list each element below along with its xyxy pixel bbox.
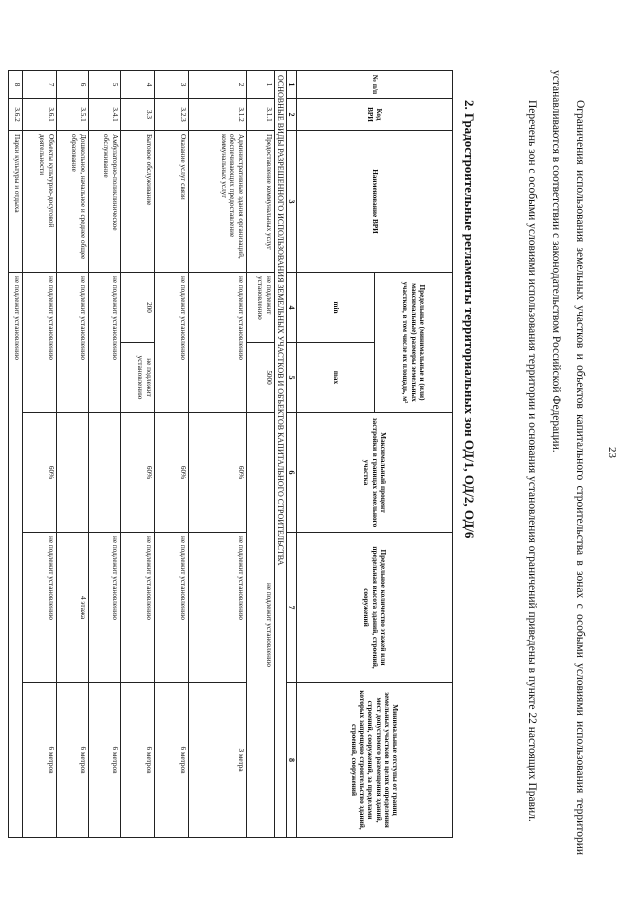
row-setback: 6 метров bbox=[88, 683, 120, 838]
header-name: Наименование ВРИ bbox=[297, 131, 453, 273]
row-code: 3.5.1 bbox=[56, 99, 88, 131]
header-percent: Максимальный процент застройки в границах земельного участка bbox=[297, 413, 453, 533]
header-floors: Предельное количество этажей или предельная высота зданий, строений, сооружений bbox=[297, 533, 453, 683]
row-name: Парки культуры и отдыха bbox=[8, 131, 22, 273]
row-min: 200 bbox=[120, 273, 154, 343]
header-plot-size: Предельные (минимальные и (или) максимальные) размеры земельных участков, в том числе их площадь, м² bbox=[375, 273, 453, 413]
row-code: 3.4.1 bbox=[88, 99, 120, 131]
section-title-row: ОСНОВНЫЕ ВИДЫ РАЗРЕШЕННОГО ИСПОЛЬЗОВАНИЯ ЗЕМЕЛЬНЫХ УЧАСТКОВ И ОБЪЕКТОВ КАПИТАЛЬНОГО СТРОИТЕЛЬСТВА bbox=[274, 71, 286, 838]
row-percent-empty bbox=[56, 413, 88, 533]
row-code: 3.3 bbox=[120, 99, 154, 131]
row-floors: не подлежит установлению bbox=[22, 533, 56, 683]
row-name: Дошкольное, начальное и среднее общее образование bbox=[56, 131, 88, 273]
row-setback: 6 метров bbox=[120, 683, 154, 838]
row-setback: 6 метров bbox=[56, 683, 88, 838]
page-number: 23 bbox=[606, 447, 618, 458]
index-cell: 8 bbox=[286, 683, 296, 838]
index-cell: 3 bbox=[286, 131, 296, 273]
paragraph-zone-list: Перечень зон с особыми условиями использования территории и основания установления ограничений приведены в пункте 22 настоящих Правил. bbox=[526, 100, 538, 822]
section-heading: 2. Градостроительные регламенты территориальных зон ОД/1, ОД/2, ОД/6 bbox=[462, 100, 477, 539]
row-num: 2 bbox=[188, 71, 246, 99]
row-setback: 6 метров bbox=[22, 683, 56, 838]
row-setback: 3 метра bbox=[188, 683, 246, 838]
header-max: max bbox=[297, 343, 375, 413]
table-row bbox=[8, 71, 22, 838]
row-floors: 4 этажа bbox=[56, 533, 88, 683]
table-row bbox=[88, 71, 120, 838]
row-percent-empty bbox=[88, 413, 120, 533]
row-num: 4 bbox=[120, 71, 154, 99]
row-num: 6 bbox=[56, 71, 88, 99]
row-name: Амбулаторно-поликлиническое обслуживание bbox=[88, 131, 120, 273]
row-minmax: не подлежит установлению bbox=[56, 273, 88, 413]
row-name: Объекты культурно-досуговой деятельности bbox=[22, 131, 56, 273]
row-name: Бытовое обслуживание bbox=[120, 131, 154, 273]
table-row bbox=[56, 71, 88, 838]
row-minmax: не подлежит установлению bbox=[88, 273, 120, 413]
row-name: Предоставление коммунальных услуг bbox=[246, 131, 274, 273]
row-num: 5 bbox=[88, 71, 120, 99]
row-span-value: не подлежит установлению bbox=[246, 413, 274, 838]
header-code: Код ВРИ bbox=[297, 99, 453, 131]
row-percent: 60% bbox=[120, 413, 154, 533]
row-code: 3.2.3 bbox=[154, 99, 188, 131]
row-percent: 60% bbox=[154, 413, 188, 533]
header-min: min bbox=[297, 273, 375, 343]
index-cell: 5 bbox=[286, 343, 296, 413]
row-num: 8 bbox=[8, 71, 22, 99]
table-row bbox=[120, 71, 154, 838]
row-floors: не подлежит установлению bbox=[188, 533, 246, 683]
row-minmax: не подлежит установлению bbox=[22, 273, 56, 413]
row-floors: не подлежит установлению bbox=[88, 533, 120, 683]
paragraph-restrictions: Ограничения использования земельных участков и объектов капитального строительства в зонах с особыми условиями использования территории устанавливаются в соответствии с законодательством Российской Федерации. bbox=[550, 70, 586, 855]
row-percent: 60% bbox=[22, 413, 56, 533]
row-setback: 6 метров bbox=[154, 683, 188, 838]
regulations-table bbox=[8, 70, 453, 838]
row-name: Оказание услуг связи bbox=[154, 131, 188, 273]
header-num: № п/п bbox=[297, 71, 453, 99]
header-setback: Минимальные отступы от границ земельных участков в целях определения мест допустимого размещения зданий, строений, сооружений, за пределами которых запрещено строительство зданий, строений, сооружений bbox=[297, 683, 453, 838]
row-code: 3.1.2 bbox=[188, 99, 246, 131]
row-minmax: не подлежит установлению bbox=[154, 273, 188, 413]
table-row bbox=[246, 71, 274, 838]
table-row bbox=[22, 71, 56, 838]
row-max: не подлежит установлению bbox=[120, 343, 154, 413]
table-row bbox=[188, 71, 246, 838]
row-num: 3 bbox=[154, 71, 188, 99]
row-minmax: не подлежит установлению bbox=[188, 273, 246, 413]
index-cell: 2 bbox=[286, 99, 296, 131]
row-floors: не подлежит установлению bbox=[154, 533, 188, 683]
row-code: 3.6.1 bbox=[22, 99, 56, 131]
index-cell: 1 bbox=[286, 71, 296, 99]
index-cell: 7 bbox=[286, 533, 296, 683]
row-max: 5000 bbox=[246, 343, 274, 413]
table-row bbox=[154, 71, 188, 838]
row-span-value: не подлежит установлению bbox=[8, 273, 22, 838]
row-floors: не подлежит установлению bbox=[120, 533, 154, 683]
index-cell: 6 bbox=[286, 413, 296, 533]
row-num: 7 bbox=[22, 71, 56, 99]
row-name: Административные здания организаций, обеспечивающих предоставление коммунальных услуг bbox=[188, 131, 246, 273]
index-cell: 4 bbox=[286, 273, 296, 343]
row-code: 3.1.1 bbox=[246, 99, 274, 131]
row-num: 1 bbox=[246, 71, 274, 99]
row-code: 3.6.2 bbox=[8, 99, 22, 131]
row-min: не подлежит установлению bbox=[246, 273, 274, 343]
row-percent: 60% bbox=[188, 413, 246, 533]
